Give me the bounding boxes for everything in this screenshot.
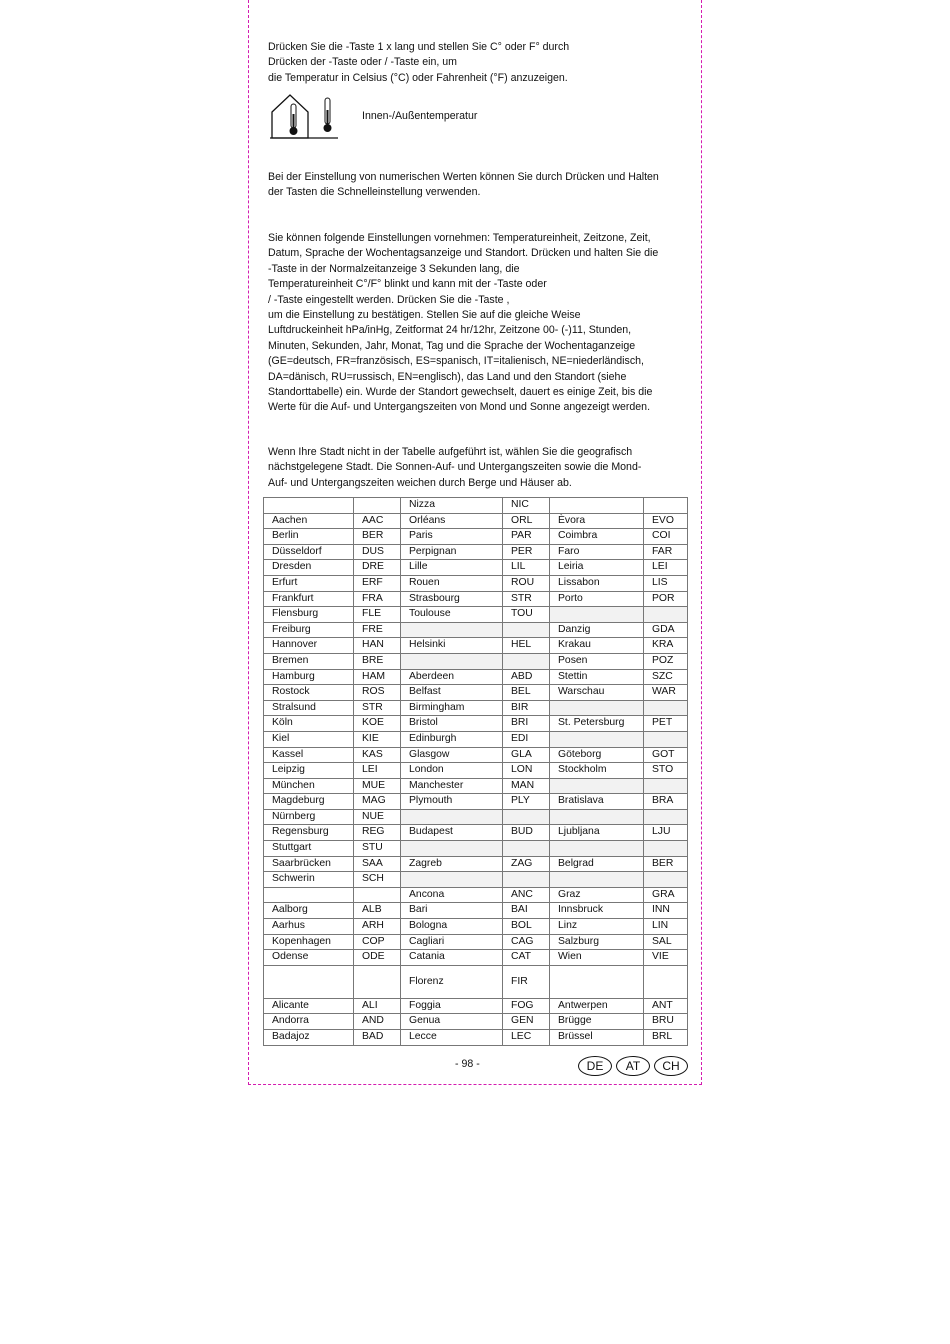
city-code-cell: REG: [354, 825, 401, 841]
city-name-cell: Belgrad: [550, 856, 644, 872]
city-name-cell: [401, 809, 503, 825]
table-row: [264, 685, 688, 701]
city-name-cell: [550, 607, 644, 623]
city-name-cell: Brügge: [550, 1014, 644, 1030]
city-name-cell: Kiel: [264, 731, 354, 747]
table-row: [264, 513, 688, 529]
city-code-cell: [644, 700, 688, 716]
city-name-cell: Perpignan: [401, 544, 503, 560]
city-code-cell: BAD: [354, 1030, 401, 1046]
city-name-cell: Graz: [550, 887, 644, 903]
text-line: Minuten, Sekunden, Jahr, Monat, Tag und die Sprache der Wochentaganzeige: [268, 339, 636, 352]
city-code-cell: AND: [354, 1014, 401, 1030]
city-code-cell: [354, 965, 401, 998]
city-code-cell: FRA: [354, 591, 401, 607]
city-name-cell: [264, 965, 354, 998]
city-code-cell: PET: [644, 716, 688, 732]
city-name-cell: Hamburg: [264, 669, 354, 685]
city-name-cell: Leipzig: [264, 763, 354, 779]
table-row: [264, 965, 688, 998]
city-code-cell: LIS: [644, 575, 688, 591]
city-name-cell: Aachen: [264, 513, 354, 529]
city-code-cell: HEL: [503, 638, 550, 654]
text-line: die Temperatur in Celsius (°C) oder Fahrenheit (°F) anzuzeigen.: [268, 71, 568, 84]
text-line: Sie können folgende Einstellungen vornehmen: Temperatureinheit, Zeitzone, Zeit,: [268, 232, 651, 244]
city-name-cell: Zagreb: [401, 856, 503, 872]
city-name-cell: Foggia: [401, 998, 503, 1014]
city-name-cell: Ljubljana: [550, 825, 644, 841]
city-code-cell: KIE: [354, 731, 401, 747]
city-code-cell: STR: [503, 591, 550, 607]
table-row: [264, 1014, 688, 1030]
city-name-cell: Magdeburg: [264, 794, 354, 810]
city-code-cell: VIE: [644, 950, 688, 966]
city-code-cell: HAM: [354, 669, 401, 685]
city-code-cell: ARH: [354, 919, 401, 935]
city-code-cell: AAC: [354, 513, 401, 529]
city-name-cell: Odense: [264, 950, 354, 966]
city-name-cell: Èvora: [550, 513, 644, 529]
city-name-cell: Plymouth: [401, 794, 503, 810]
city-name-cell: Freiburg: [264, 622, 354, 638]
city-code-cell: SAL: [644, 934, 688, 950]
city-code-cell: [644, 809, 688, 825]
city-code-cell: BIR: [503, 700, 550, 716]
city-code-cell: DUS: [354, 544, 401, 560]
city-code-cell: TOU: [503, 607, 550, 623]
city-code-cell: INN: [644, 903, 688, 919]
city-code-cell: ROU: [503, 575, 550, 591]
city-code-cell: BRL: [644, 1030, 688, 1046]
table-row: [264, 856, 688, 872]
city-name-cell: Schwerin: [264, 872, 354, 888]
city-name-cell: Saarbrücken: [264, 856, 354, 872]
table-row: [264, 1030, 688, 1046]
city-code-cell: PLY: [503, 794, 550, 810]
city-code-cell: EDI: [503, 731, 550, 747]
city-code-cell: GEN: [503, 1014, 550, 1030]
city-name-cell: [401, 872, 503, 888]
city-name-cell: Erfurt: [264, 575, 354, 591]
city-name-cell: [550, 498, 644, 514]
city-code-cell: EVO: [644, 513, 688, 529]
city-name-cell: Nizza: [401, 498, 503, 514]
city-name-cell: Göteborg: [550, 747, 644, 763]
city-code-cell: [644, 498, 688, 514]
city-name-cell: Berlin: [264, 529, 354, 545]
city-code-cell: [354, 887, 401, 903]
table-row: [264, 809, 688, 825]
city-code-cell: LIN: [644, 919, 688, 935]
city-code-cell: SZC: [644, 669, 688, 685]
city-name-cell: Stuttgart: [264, 841, 354, 857]
city-name-cell: Alicante: [264, 998, 354, 1014]
city-name-cell: [550, 731, 644, 747]
city-code-cell: ORL: [503, 513, 550, 529]
city-code-cell: ALB: [354, 903, 401, 919]
city-name-cell: Glasgow: [401, 747, 503, 763]
icon-caption: Innen-/Außentemperatur: [362, 110, 478, 122]
city-code-cell: BAI: [503, 903, 550, 919]
city-name-cell: Cagliari: [401, 934, 503, 950]
city-code-cell: BOL: [503, 919, 550, 935]
table-row: [264, 872, 688, 888]
city-name-cell: Salzburg: [550, 934, 644, 950]
city-name-cell: Helsinki: [401, 638, 503, 654]
city-code-cell: ALI: [354, 998, 401, 1014]
city-name-cell: Catania: [401, 950, 503, 966]
city-code-cell: KOE: [354, 716, 401, 732]
city-name-cell: Köln: [264, 716, 354, 732]
city-name-cell: Leiria: [550, 560, 644, 576]
city-code-cell: NIC: [503, 498, 550, 514]
city-name-cell: Rostock: [264, 685, 354, 701]
city-code-cell: CAG: [503, 934, 550, 950]
page-number: - 98 -: [455, 1058, 480, 1070]
text-line: (GE=deutsch, FR=französisch, ES=spanisch, IT=italienisch, NE=niederländisch,: [268, 355, 644, 368]
table-row: [264, 794, 688, 810]
city-code-cell: [503, 653, 550, 669]
city-code-cell: COP: [354, 934, 401, 950]
city-name-cell: Budapest: [401, 825, 503, 841]
city-name-cell: Paris: [401, 529, 503, 545]
text-line: -Taste in der Normalzeitanzeige 3 Sekunden lang, die: [268, 262, 520, 275]
text-line: DA=dänisch, RU=russisch, EN=englisch), das Land und den Standort (siehe: [268, 370, 627, 383]
city-name-cell: Bari: [401, 903, 503, 919]
city-code-cell: BRU: [644, 1014, 688, 1030]
paragraph-quick-setting: [268, 170, 680, 201]
city-name-cell: [550, 700, 644, 716]
city-code-cell: BER: [644, 856, 688, 872]
city-name-cell: Innsbruck: [550, 903, 644, 919]
text-line: Auf- und Untergangszeiten weichen durch Berge und Häuser ab.: [268, 476, 572, 489]
city-code-cell: ODE: [354, 950, 401, 966]
city-code-cell: STR: [354, 700, 401, 716]
city-name-cell: Kopenhagen: [264, 934, 354, 950]
table-row: [264, 529, 688, 545]
city-code-cell: BRA: [644, 794, 688, 810]
city-code-cell: MUE: [354, 778, 401, 794]
table-row: [264, 544, 688, 560]
table-row: [264, 575, 688, 591]
city-code-cell: FAR: [644, 544, 688, 560]
city-code-cell: LEC: [503, 1030, 550, 1046]
city-name-cell: [550, 809, 644, 825]
city-code-cell: BRE: [354, 653, 401, 669]
text-line: Luftdruckeinheit hPa/inHg, Zeitformat 24 hr/12hr, Zeitzone 00- (-)11, Stunden,: [268, 324, 632, 337]
city-code-cell: [644, 607, 688, 623]
city-name-cell: Kassel: [264, 747, 354, 763]
table-row: [264, 825, 688, 841]
text-line: der Tasten die Schnelleinstellung verwenden.: [268, 186, 481, 199]
city-name-cell: Hannover: [264, 638, 354, 654]
city-code-cell: HAN: [354, 638, 401, 654]
country-badge: DE: [578, 1056, 612, 1076]
city-code-cell: KRA: [644, 638, 688, 654]
city-code-cell: WAR: [644, 685, 688, 701]
city-code-cell: [644, 731, 688, 747]
city-name-cell: Bratislava: [550, 794, 644, 810]
city-code-cell: MAG: [354, 794, 401, 810]
city-code-cell: BEL: [503, 685, 550, 701]
city-name-cell: Danzig: [550, 622, 644, 638]
city-code-cell: MAN: [503, 778, 550, 794]
city-code-cell: FRE: [354, 622, 401, 638]
city-code-cell: LEI: [644, 560, 688, 576]
city-code-cell: LIL: [503, 560, 550, 576]
city-code-cell: ROS: [354, 685, 401, 701]
city-table: [263, 497, 688, 1046]
city-name-cell: [550, 778, 644, 794]
city-code-cell: SAA: [354, 856, 401, 872]
text-line: Standorttabelle) ein. Wurde der Standort gewechselt, dauert es einige Zeit, bis die: [268, 385, 653, 398]
city-name-cell: Aarhus: [264, 919, 354, 935]
city-name-cell: Porto: [550, 591, 644, 607]
city-code-cell: GRA: [644, 887, 688, 903]
city-name-cell: Bologna: [401, 919, 503, 935]
city-code-cell: [503, 622, 550, 638]
city-name-cell: Andorra: [264, 1014, 354, 1030]
city-name-cell: Lille: [401, 560, 503, 576]
country-badge: CH: [654, 1056, 688, 1076]
city-code-cell: PAR: [503, 529, 550, 545]
city-name-cell: [401, 841, 503, 857]
table-row: [264, 560, 688, 576]
city-code-cell: PER: [503, 544, 550, 560]
text-line: nächstgelegene Stadt. Die Sonnen-Auf- und Untergangszeiten sowie die Mond-: [268, 461, 642, 474]
city-name-cell: Strasbourg: [401, 591, 503, 607]
city-name-cell: [264, 498, 354, 514]
table-row: [264, 887, 688, 903]
city-name-cell: Genua: [401, 1014, 503, 1030]
table-row: [264, 778, 688, 794]
city-code-cell: CAT: [503, 950, 550, 966]
city-code-cell: BUD: [503, 825, 550, 841]
city-name-cell: [264, 887, 354, 903]
table-row: [264, 498, 688, 514]
table-row: [264, 950, 688, 966]
table-row: [264, 716, 688, 732]
table-row: [264, 747, 688, 763]
city-name-cell: [550, 965, 644, 998]
city-name-cell: Nürnberg: [264, 809, 354, 825]
city-name-cell: Regensburg: [264, 825, 354, 841]
city-name-cell: Brüssel: [550, 1030, 644, 1046]
city-code-cell: LON: [503, 763, 550, 779]
city-name-cell: Rouen: [401, 575, 503, 591]
text-line: Drücken Sie die -Taste 1 x lang und stellen Sie C° oder F° durch: [268, 41, 570, 53]
text-line: Temperatureinheit C°/F° blinkt und kann mit der -Taste oder: [268, 278, 547, 291]
paragraph-temperature-unit: [268, 40, 680, 86]
text-line: / -Taste eingestellt werden. Drücken Sie die -Taste ,: [268, 293, 510, 306]
city-code-cell: GDA: [644, 622, 688, 638]
city-name-cell: Faro: [550, 544, 644, 560]
city-name-cell: St. Petersburg: [550, 716, 644, 732]
city-code-cell: [644, 872, 688, 888]
city-name-cell: Posen: [550, 653, 644, 669]
city-code-cell: DRE: [354, 560, 401, 576]
text-line: Drücken der -Taste oder / -Taste ein, um: [268, 56, 457, 69]
text-line: Bei der Einstellung von numerischen Werten können Sie durch Drücken und Halten: [268, 171, 659, 183]
house-thermometer-icon: [270, 92, 338, 140]
text-line: um die Einstellung zu bestätigen. Stellen Sie auf die gleiche Weise: [268, 308, 581, 321]
city-code-cell: ZAG: [503, 856, 550, 872]
city-code-cell: [354, 498, 401, 514]
city-name-cell: Orléans: [401, 513, 503, 529]
city-code-cell: [644, 841, 688, 857]
city-code-cell: POZ: [644, 653, 688, 669]
city-name-cell: Stettin: [550, 669, 644, 685]
city-name-cell: [550, 841, 644, 857]
city-code-cell: POR: [644, 591, 688, 607]
table-row: [264, 638, 688, 654]
city-name-cell: Ancona: [401, 887, 503, 903]
city-code-cell: LJU: [644, 825, 688, 841]
paragraph-settings: [268, 231, 680, 416]
table-row: [264, 903, 688, 919]
table-row: [264, 669, 688, 685]
city-name-cell: Antwerpen: [550, 998, 644, 1014]
city-name-cell: Edinburgh: [401, 731, 503, 747]
table-row: [264, 653, 688, 669]
city-code-cell: SCH: [354, 872, 401, 888]
city-code-cell: [503, 872, 550, 888]
table-row: [264, 919, 688, 935]
city-name-cell: Linz: [550, 919, 644, 935]
city-name-cell: Krakau: [550, 638, 644, 654]
city-name-cell: Aberdeen: [401, 669, 503, 685]
city-name-cell: München: [264, 778, 354, 794]
city-name-cell: Badajoz: [264, 1030, 354, 1046]
table-row: [264, 607, 688, 623]
city-code-cell: FOG: [503, 998, 550, 1014]
table-row: [264, 591, 688, 607]
city-name-cell: London: [401, 763, 503, 779]
city-name-cell: Manchester: [401, 778, 503, 794]
city-code-cell: ERF: [354, 575, 401, 591]
city-name-cell: [401, 622, 503, 638]
city-name-cell: Stralsund: [264, 700, 354, 716]
city-name-cell: Warschau: [550, 685, 644, 701]
city-name-cell: Düsseldorf: [264, 544, 354, 560]
city-code-cell: ABD: [503, 669, 550, 685]
city-name-cell: Lissabon: [550, 575, 644, 591]
city-code-cell: ANC: [503, 887, 550, 903]
table-row: [264, 622, 688, 638]
city-name-cell: Bristol: [401, 716, 503, 732]
city-code-cell: BER: [354, 529, 401, 545]
city-code-cell: ANT: [644, 998, 688, 1014]
city-name-cell: Coimbra: [550, 529, 644, 545]
paragraph-city-note: [268, 445, 680, 491]
table-row: [264, 998, 688, 1014]
city-code-cell: [503, 841, 550, 857]
city-code-cell: COI: [644, 529, 688, 545]
city-code-cell: [644, 778, 688, 794]
table-row: [264, 934, 688, 950]
city-code-cell: [503, 809, 550, 825]
city-code-cell: STO: [644, 763, 688, 779]
city-name-cell: Wien: [550, 950, 644, 966]
table-row: [264, 841, 688, 857]
city-name-cell: Bremen: [264, 653, 354, 669]
city-name-cell: Frankfurt: [264, 591, 354, 607]
text-line: Datum, Sprache der Wochentagsanzeige und Standort. Drücken und halten Sie die: [268, 247, 659, 260]
city-code-cell: FLE: [354, 607, 401, 623]
city-name-cell: Aalborg: [264, 903, 354, 919]
country-badges: [578, 1056, 688, 1076]
table-row: [264, 731, 688, 747]
city-code-cell: GOT: [644, 747, 688, 763]
city-code-cell: STU: [354, 841, 401, 857]
text-line: Wenn Ihre Stadt nicht in der Tabelle aufgeführt ist, wählen Sie die geografisch: [268, 446, 633, 458]
city-name-cell: [550, 872, 644, 888]
city-name-cell: Birmingham: [401, 700, 503, 716]
city-code-cell: BRI: [503, 716, 550, 732]
city-code-cell: NUE: [354, 809, 401, 825]
city-name-cell: Toulouse: [401, 607, 503, 623]
city-name-cell: Florenz: [401, 965, 503, 998]
country-badge: AT: [616, 1056, 650, 1076]
city-code-cell: LEI: [354, 763, 401, 779]
table-row: [264, 700, 688, 716]
city-name-cell: [401, 653, 503, 669]
city-name-cell: Stockholm: [550, 763, 644, 779]
city-name-cell: Flensburg: [264, 607, 354, 623]
city-name-cell: Belfast: [401, 685, 503, 701]
city-code-cell: [644, 965, 688, 998]
city-code-cell: FIR: [503, 965, 550, 998]
city-name-cell: Dresden: [264, 560, 354, 576]
text-line: Werte für die Auf- und Untergangszeiten von Mond und Sonne angezeigt werden.: [268, 401, 651, 414]
city-code-cell: KAS: [354, 747, 401, 763]
city-name-cell: Lecce: [401, 1030, 503, 1046]
city-code-cell: GLA: [503, 747, 550, 763]
table-row: [264, 763, 688, 779]
